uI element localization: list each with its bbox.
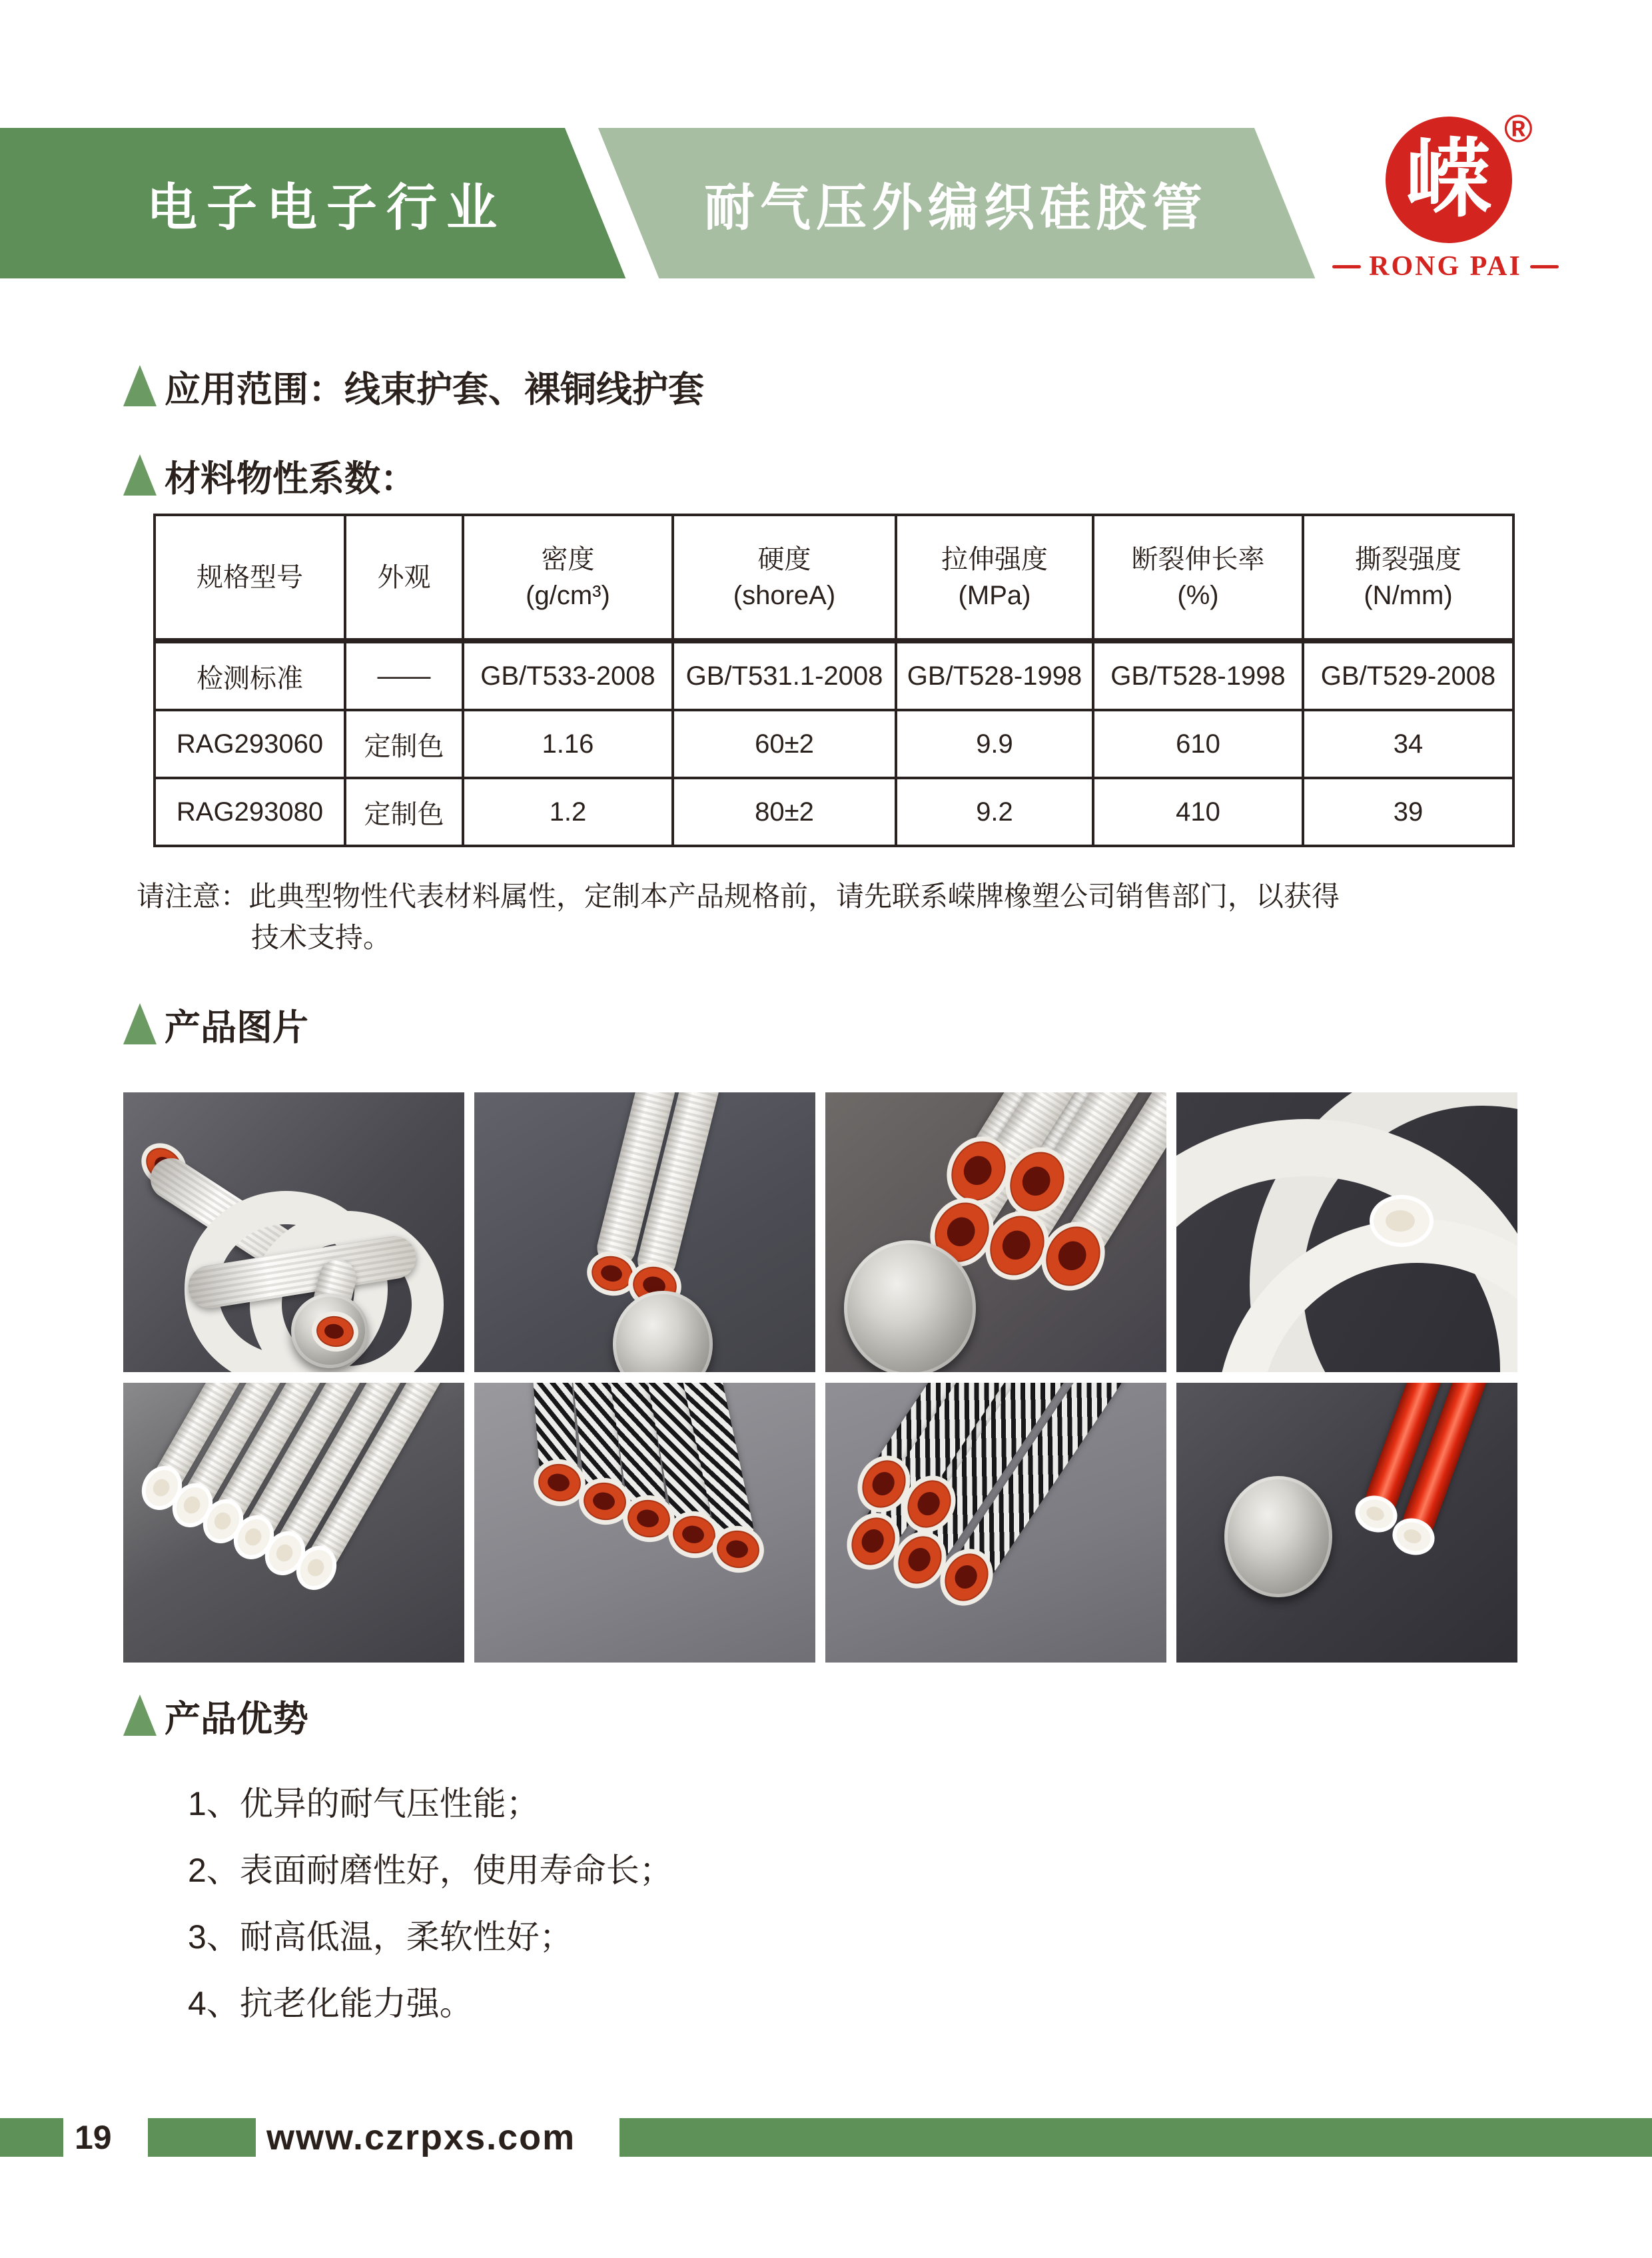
- column-header-density: 密度 (g/cm³): [463, 515, 673, 641]
- column-header-tear: 撕裂强度 (N/mm): [1303, 515, 1513, 641]
- note-line-2: 技术支持。: [251, 922, 392, 953]
- table-row-rag293080: [155, 778, 1513, 846]
- logo-brand-text: [1332, 250, 1559, 282]
- cell: 1.16: [463, 710, 673, 778]
- section-title-advantages: 产品优势: [165, 1699, 308, 1739]
- cell: 39: [1303, 778, 1513, 846]
- product-photo-knotted-tube: [123, 1092, 464, 1372]
- product-photo-two-tubes-coin: [474, 1092, 815, 1372]
- cell: 定制色: [345, 710, 463, 778]
- page-number: 19: [75, 2119, 112, 2156]
- table-header-row: [155, 515, 1513, 641]
- triangle-bullet-icon: [123, 365, 157, 406]
- section-photos: [123, 999, 308, 1050]
- list-item: 3、耐高低温，柔软性好；: [188, 1918, 573, 1956]
- cell: GB/T528-1998: [896, 641, 1093, 710]
- coin: [844, 1240, 976, 1372]
- triangle-bullet-icon: [123, 454, 157, 496]
- footer-green-block: [148, 2118, 256, 2157]
- product-photo-five-tubes-coin: [825, 1092, 1166, 1372]
- cell: 80±2: [673, 778, 896, 846]
- column-header-model: 规格型号: [155, 515, 345, 641]
- coin: [613, 1291, 713, 1372]
- product-photo-white-tube-fan: [123, 1383, 464, 1663]
- list-item: 4、抗老化能力强。: [188, 1985, 473, 2022]
- section-title-photos: 产品图片: [165, 1008, 308, 1048]
- cell: 9.2: [896, 778, 1093, 846]
- cell: 410: [1093, 778, 1303, 846]
- cell: 610: [1093, 710, 1303, 778]
- logo-dash-left: [1332, 265, 1361, 268]
- section-application: [123, 361, 704, 412]
- product-photo-grid: [123, 1092, 1517, 1663]
- column-header-elongation: 断裂伸长率 (%): [1093, 515, 1303, 641]
- product-photo-zigzag-tube-cluster: [825, 1383, 1166, 1663]
- list-item: 2、表面耐磨性好，使用寿命长；: [188, 1852, 673, 1889]
- logo-brand-label: RONG PAI: [1369, 251, 1522, 282]
- triangle-bullet-icon: [123, 1694, 157, 1736]
- cell: ——: [345, 641, 463, 710]
- coin: [1224, 1476, 1332, 1597]
- cell: 9.9: [896, 710, 1093, 778]
- page-title: 耐气压外编织硅胶管: [704, 179, 1208, 236]
- material-properties-table: [153, 514, 1515, 847]
- note-line-1: 请注意：此典型物性代表材料属性，定制本产品规格前，请先联系嵘牌橡塑公司销售部门，以获得: [137, 881, 1340, 912]
- section-title-application: 应用范围：线束护套、裸铜线护套: [165, 370, 704, 410]
- registered-trademark-icon: ®: [1504, 107, 1533, 151]
- section-advantages: [123, 1691, 308, 1742]
- cell: 34: [1303, 710, 1513, 778]
- footer-green-bar: [620, 2118, 1652, 2157]
- footer-website: www.czrpxs.com: [266, 2117, 576, 2157]
- cell: GB/T531.1-2008: [673, 641, 896, 710]
- column-header-tensile: 拉伸强度 (MPa): [896, 515, 1093, 641]
- column-header-hardness: 硬度 (shoreA): [673, 515, 896, 641]
- footer-green-block: [0, 2118, 63, 2157]
- cell: 1.2: [463, 778, 673, 846]
- cell: GB/T533-2008: [463, 641, 673, 710]
- triangle-bullet-icon: [123, 1003, 157, 1044]
- list-item: 1、优异的耐气压性能；: [188, 1785, 540, 1822]
- cell: GB/T529-2008: [1303, 641, 1513, 710]
- cell: 检测标准: [155, 641, 345, 710]
- product-photo-zigzag-tubes-row: [474, 1383, 815, 1663]
- section-title-material: 材料物性系数：: [165, 459, 416, 499]
- column-header-appearance: 外观: [345, 515, 463, 641]
- tube-end: [1374, 1199, 1430, 1243]
- table-row-standards: [155, 641, 1513, 710]
- cell: GB/T528-1998: [1093, 641, 1303, 710]
- product-photo-braided-coils: [1176, 1092, 1517, 1372]
- cell: RAG293080: [155, 778, 345, 846]
- rongpai-logo-icon: [1386, 117, 1512, 243]
- advantages-list: [188, 1786, 673, 2053]
- logo-symbol: 嵘: [1406, 132, 1491, 227]
- cell: 定制色: [345, 778, 463, 846]
- cell: 60±2: [673, 710, 896, 778]
- table-row-rag293060: [155, 710, 1513, 778]
- product-photo-red-tubes-coin: [1176, 1383, 1517, 1663]
- logo-dash-right: [1530, 265, 1559, 268]
- table-note: [137, 876, 1340, 958]
- section-material: [123, 450, 416, 502]
- header-category-label: 电子电子行业: [147, 179, 506, 236]
- cell: RAG293060: [155, 710, 345, 778]
